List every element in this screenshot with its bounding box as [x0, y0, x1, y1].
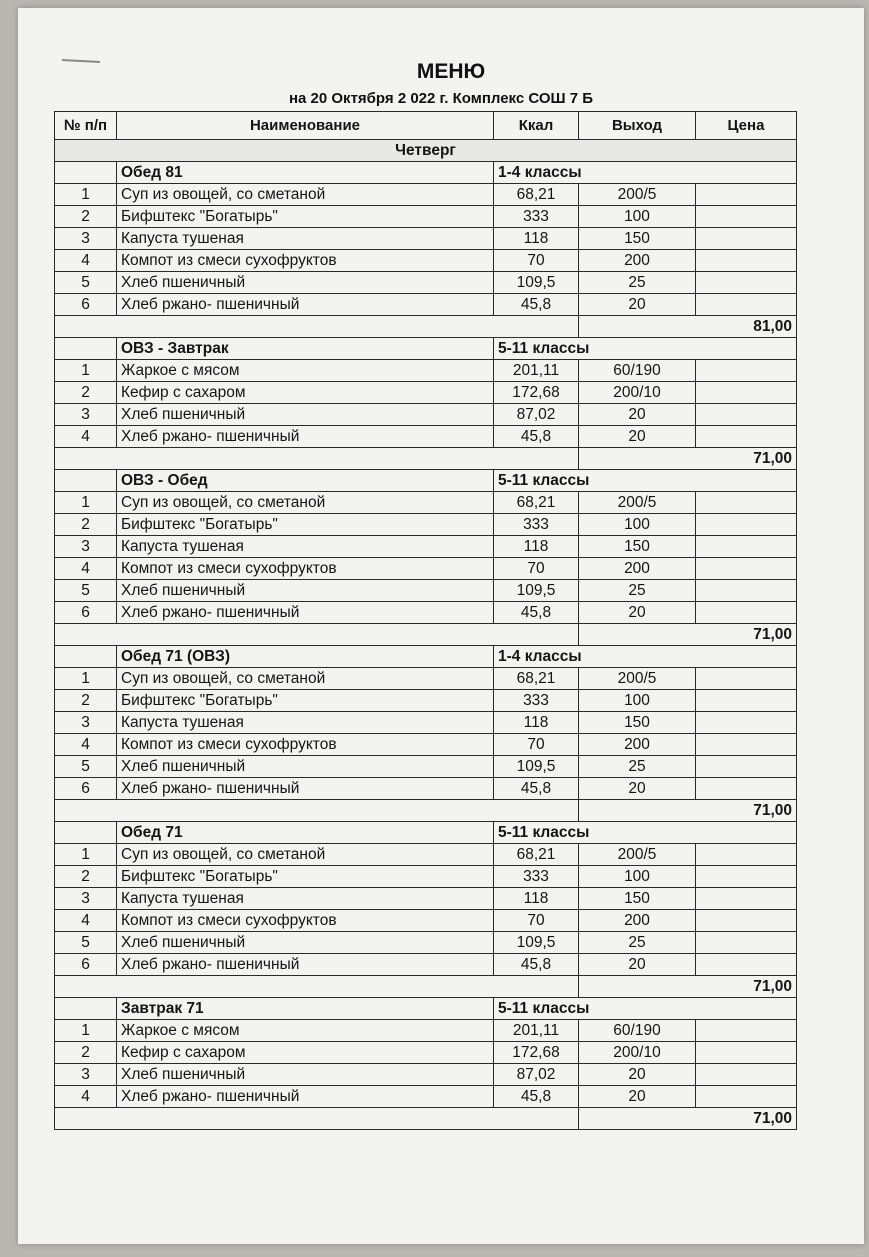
item-kcal: 45,8 — [494, 294, 579, 316]
item-price-cell — [696, 250, 797, 272]
menu-item-row — [55, 184, 797, 206]
section-num-cell — [55, 470, 117, 492]
total-empty-cell — [55, 1108, 579, 1130]
item-number: 5 — [55, 756, 117, 778]
item-price-cell — [696, 866, 797, 888]
item-kcal: 45,8 — [494, 778, 579, 800]
item-output: 20 — [579, 778, 696, 800]
item-price-cell — [696, 294, 797, 316]
menu-item-row — [55, 602, 797, 624]
item-name: Суп из овощей, со сметаной — [117, 184, 494, 206]
menu-table — [54, 111, 797, 1130]
page-title: МЕНЮ — [416, 60, 486, 83]
item-number: 1 — [55, 844, 117, 866]
menu-item-row — [55, 426, 797, 448]
section-total-row — [55, 976, 797, 998]
section-group: 5-11 классы — [494, 998, 797, 1020]
item-name: Компот из смеси сухофруктов — [117, 250, 494, 272]
menu-item-row — [55, 250, 797, 272]
item-number: 1 — [55, 360, 117, 382]
section-name: Обед 81 — [117, 162, 494, 184]
item-price-cell — [696, 712, 797, 734]
item-output: 150 — [579, 536, 696, 558]
item-price-cell — [696, 206, 797, 228]
item-output: 200/5 — [579, 492, 696, 514]
item-name: Хлеб ржано- пшеничный — [117, 778, 494, 800]
item-number: 4 — [55, 558, 117, 580]
item-output: 150 — [579, 712, 696, 734]
section-header-row — [55, 646, 797, 668]
section-name: Завтрак 71 — [117, 998, 494, 1020]
item-number: 3 — [55, 712, 117, 734]
item-output: 25 — [579, 272, 696, 294]
day-label: Четверг — [55, 140, 797, 162]
item-number: 4 — [55, 910, 117, 932]
item-output: 25 — [579, 932, 696, 954]
item-price-cell — [696, 580, 797, 602]
section-total-price: 71,00 — [579, 976, 797, 998]
item-kcal: 45,8 — [494, 426, 579, 448]
menu-item-row — [55, 382, 797, 404]
item-kcal: 333 — [494, 866, 579, 888]
item-kcal: 70 — [494, 734, 579, 756]
item-output: 20 — [579, 954, 696, 976]
item-price-cell — [696, 954, 797, 976]
item-number: 3 — [55, 228, 117, 250]
item-number: 3 — [55, 1064, 117, 1086]
item-price-cell — [696, 558, 797, 580]
menu-item-row — [55, 404, 797, 426]
item-number: 2 — [55, 690, 117, 712]
item-name: Хлеб пшеничный — [117, 1064, 494, 1086]
item-kcal: 118 — [494, 888, 579, 910]
item-price-cell — [696, 932, 797, 954]
item-number: 2 — [55, 866, 117, 888]
item-name: Бифштекс "Богатырь" — [117, 690, 494, 712]
item-kcal: 45,8 — [494, 1086, 579, 1108]
item-kcal: 333 — [494, 206, 579, 228]
item-price-cell — [696, 360, 797, 382]
menu-item-row — [55, 910, 797, 932]
total-empty-cell — [55, 448, 579, 470]
item-number: 6 — [55, 602, 117, 624]
item-output: 200 — [579, 250, 696, 272]
item-price-cell — [696, 272, 797, 294]
item-output: 200/5 — [579, 668, 696, 690]
item-kcal: 172,68 — [494, 382, 579, 404]
item-name: Суп из овощей, со сметаной — [117, 668, 494, 690]
menu-item-row — [55, 954, 797, 976]
menu-item-row — [55, 580, 797, 602]
section-total-price: 71,00 — [579, 448, 797, 470]
menu-item-row — [55, 558, 797, 580]
item-output: 60/190 — [579, 360, 696, 382]
item-kcal: 118 — [494, 228, 579, 250]
item-number: 2 — [55, 514, 117, 536]
menu-item-row — [55, 1020, 797, 1042]
item-name: Жаркое с мясом — [117, 1020, 494, 1042]
item-name: Хлеб пшеничный — [117, 932, 494, 954]
item-number: 1 — [55, 184, 117, 206]
section-header-row — [55, 470, 797, 492]
item-output: 20 — [579, 294, 696, 316]
total-empty-cell — [55, 800, 579, 822]
item-kcal: 68,21 — [494, 668, 579, 690]
item-name: Хлеб пшеничный — [117, 756, 494, 778]
item-kcal: 68,21 — [494, 184, 579, 206]
section-name: ОВЗ - Обед — [117, 470, 494, 492]
section-num-cell — [55, 646, 117, 668]
total-empty-cell — [55, 316, 579, 338]
item-output: 200/5 — [579, 184, 696, 206]
col-header-output: Выход — [579, 112, 696, 140]
item-number: 5 — [55, 580, 117, 602]
item-kcal: 109,5 — [494, 756, 579, 778]
menu-item-row — [55, 888, 797, 910]
item-price-cell — [696, 756, 797, 778]
item-price-cell — [696, 404, 797, 426]
item-price-cell — [696, 1042, 797, 1064]
section-group: 1-4 классы — [494, 646, 797, 668]
item-number: 5 — [55, 272, 117, 294]
item-kcal: 118 — [494, 536, 579, 558]
item-output: 100 — [579, 866, 696, 888]
item-output: 150 — [579, 228, 696, 250]
item-name: Хлеб ржано- пшеничный — [117, 426, 494, 448]
item-number: 2 — [55, 206, 117, 228]
item-name: Капуста тушеная — [117, 536, 494, 558]
section-num-cell — [55, 338, 117, 360]
item-price-cell — [696, 1020, 797, 1042]
menu-item-row — [55, 690, 797, 712]
item-output: 20 — [579, 602, 696, 624]
section-name: ОВЗ - Завтрак — [117, 338, 494, 360]
header-row — [55, 112, 797, 140]
menu-item-row — [55, 932, 797, 954]
item-name: Компот из смеси сухофруктов — [117, 734, 494, 756]
item-price-cell — [696, 602, 797, 624]
item-name: Капуста тушеная — [117, 888, 494, 910]
item-number: 3 — [55, 888, 117, 910]
section-total-row — [55, 800, 797, 822]
item-number: 1 — [55, 668, 117, 690]
menu-item-row — [55, 492, 797, 514]
section-total-price: 71,00 — [579, 800, 797, 822]
item-kcal: 172,68 — [494, 1042, 579, 1064]
item-kcal: 118 — [494, 712, 579, 734]
item-name: Суп из овощей, со сметаной — [117, 844, 494, 866]
menu-item-row — [55, 536, 797, 558]
item-kcal: 109,5 — [494, 272, 579, 294]
page-subtitle: на 20 Октября 2 022 г. Комплекс СОШ 7 Б — [288, 90, 594, 107]
item-price-cell — [696, 778, 797, 800]
menu-item-row — [55, 514, 797, 536]
day-row — [55, 140, 797, 162]
item-number: 1 — [55, 492, 117, 514]
item-name: Жаркое с мясом — [117, 360, 494, 382]
item-price-cell — [696, 426, 797, 448]
menu-item-row — [55, 206, 797, 228]
section-header-row — [55, 338, 797, 360]
item-output: 25 — [579, 580, 696, 602]
item-kcal: 70 — [494, 250, 579, 272]
item-number: 3 — [55, 404, 117, 426]
item-name: Кефир с сахаром — [117, 1042, 494, 1064]
section-name: Обед 71 (ОВЗ) — [117, 646, 494, 668]
item-name: Хлеб ржано- пшеничный — [117, 602, 494, 624]
item-name: Хлеб ржано- пшеничный — [117, 294, 494, 316]
section-total-price: 71,00 — [579, 624, 797, 646]
item-number: 6 — [55, 954, 117, 976]
section-num-cell — [55, 822, 117, 844]
item-number: 4 — [55, 734, 117, 756]
item-price-cell — [696, 734, 797, 756]
menu-item-row — [55, 756, 797, 778]
item-price-cell — [696, 888, 797, 910]
item-number: 5 — [55, 932, 117, 954]
item-output: 200/10 — [579, 382, 696, 404]
item-kcal: 87,02 — [494, 404, 579, 426]
item-kcal: 109,5 — [494, 580, 579, 602]
item-name: Хлеб пшеничный — [117, 272, 494, 294]
section-total-price: 81,00 — [579, 316, 797, 338]
section-header-row — [55, 162, 797, 184]
item-kcal: 45,8 — [494, 954, 579, 976]
item-output: 200 — [579, 734, 696, 756]
item-price-cell — [696, 492, 797, 514]
item-kcal: 70 — [494, 558, 579, 580]
menu-body — [55, 140, 797, 1130]
section-group: 5-11 классы — [494, 470, 797, 492]
section-header-row — [55, 822, 797, 844]
item-output: 20 — [579, 404, 696, 426]
item-name: Хлеб ржано- пшеничный — [117, 954, 494, 976]
item-kcal: 68,21 — [494, 492, 579, 514]
section-group: 5-11 классы — [494, 338, 797, 360]
item-name: Кефир с сахаром — [117, 382, 494, 404]
item-kcal: 70 — [494, 910, 579, 932]
menu-item-row — [55, 1064, 797, 1086]
item-output: 100 — [579, 690, 696, 712]
menu-item-row — [55, 272, 797, 294]
item-price-cell — [696, 1064, 797, 1086]
item-price-cell — [696, 184, 797, 206]
section-group: 5-11 классы — [494, 822, 797, 844]
total-empty-cell — [55, 976, 579, 998]
item-number: 2 — [55, 382, 117, 404]
section-total-price: 71,00 — [579, 1108, 797, 1130]
section-header-row — [55, 998, 797, 1020]
menu-item-row — [55, 228, 797, 250]
item-name: Бифштекс "Богатырь" — [117, 514, 494, 536]
item-kcal: 333 — [494, 514, 579, 536]
item-price-cell — [696, 668, 797, 690]
menu-sheet — [18, 8, 864, 1244]
menu-item-row — [55, 866, 797, 888]
item-kcal: 87,02 — [494, 1064, 579, 1086]
item-number: 4 — [55, 1086, 117, 1108]
item-kcal: 201,11 — [494, 1020, 579, 1042]
menu-item-row — [55, 668, 797, 690]
item-output: 200/5 — [579, 844, 696, 866]
item-name: Хлеб ржано- пшеничный — [117, 1086, 494, 1108]
item-name: Хлеб пшеничный — [117, 580, 494, 602]
item-price-cell — [696, 844, 797, 866]
item-number: 4 — [55, 250, 117, 272]
menu-item-row — [55, 360, 797, 382]
item-price-cell — [696, 382, 797, 404]
item-price-cell — [696, 514, 797, 536]
item-output: 200 — [579, 558, 696, 580]
menu-item-row — [55, 1042, 797, 1064]
item-name: Компот из смеси сухофруктов — [117, 558, 494, 580]
menu-item-row — [55, 1086, 797, 1108]
section-total-row — [55, 1108, 797, 1130]
col-header-num: № п/п — [55, 112, 117, 140]
section-num-cell — [55, 998, 117, 1020]
item-number: 3 — [55, 536, 117, 558]
section-total-row — [55, 624, 797, 646]
item-price-cell — [696, 228, 797, 250]
menu-item-row — [55, 844, 797, 866]
item-number: 6 — [55, 294, 117, 316]
item-number: 6 — [55, 778, 117, 800]
item-output: 25 — [579, 756, 696, 778]
item-name: Капуста тушеная — [117, 712, 494, 734]
col-header-price: Цена — [696, 112, 797, 140]
item-name: Бифштекс "Богатырь" — [117, 206, 494, 228]
item-name: Бифштекс "Богатырь" — [117, 866, 494, 888]
section-total-row — [55, 448, 797, 470]
col-header-name: Наименование — [117, 112, 494, 140]
item-output: 100 — [579, 514, 696, 536]
item-name: Суп из овощей, со сметаной — [117, 492, 494, 514]
item-output: 200/10 — [579, 1042, 696, 1064]
item-output: 200 — [579, 910, 696, 932]
section-group: 1-4 классы — [494, 162, 797, 184]
item-kcal: 109,5 — [494, 932, 579, 954]
item-name: Капуста тушеная — [117, 228, 494, 250]
item-kcal: 68,21 — [494, 844, 579, 866]
item-price-cell — [696, 910, 797, 932]
item-output: 60/190 — [579, 1020, 696, 1042]
item-name: Компот из смеси сухофруктов — [117, 910, 494, 932]
item-output: 20 — [579, 1086, 696, 1108]
item-kcal: 333 — [494, 690, 579, 712]
item-number: 2 — [55, 1042, 117, 1064]
item-price-cell — [696, 690, 797, 712]
section-total-row — [55, 316, 797, 338]
item-kcal: 45,8 — [494, 602, 579, 624]
item-number: 4 — [55, 426, 117, 448]
item-kcal: 201,11 — [494, 360, 579, 382]
menu-item-row — [55, 778, 797, 800]
item-price-cell — [696, 1086, 797, 1108]
item-output: 150 — [579, 888, 696, 910]
item-output: 20 — [579, 426, 696, 448]
item-output: 100 — [579, 206, 696, 228]
item-name: Хлеб пшеничный — [117, 404, 494, 426]
item-output: 20 — [579, 1064, 696, 1086]
col-header-kcal: Ккал — [494, 112, 579, 140]
section-num-cell — [55, 162, 117, 184]
menu-item-row — [55, 294, 797, 316]
menu-item-row — [55, 734, 797, 756]
item-number: 1 — [55, 1020, 117, 1042]
total-empty-cell — [55, 624, 579, 646]
section-name: Обед 71 — [117, 822, 494, 844]
item-price-cell — [696, 536, 797, 558]
menu-item-row — [55, 712, 797, 734]
